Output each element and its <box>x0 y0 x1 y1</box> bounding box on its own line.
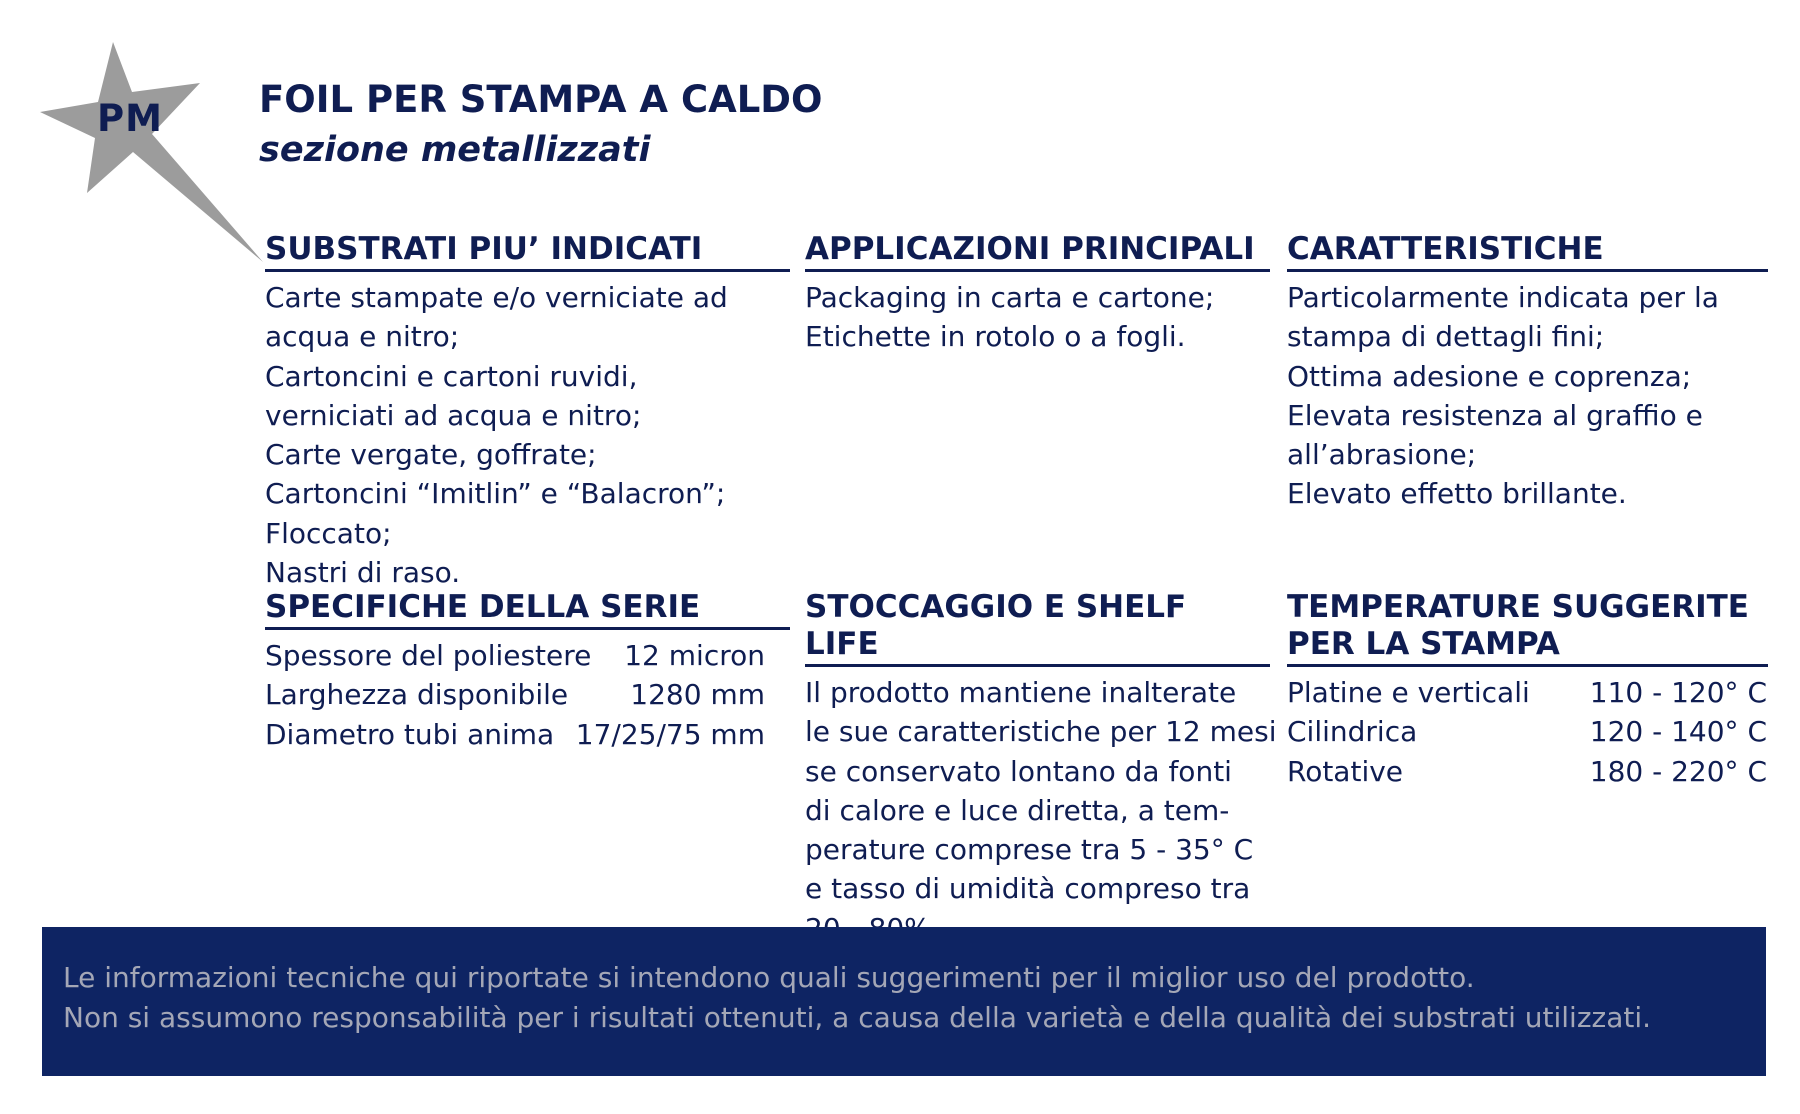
temperature-value: 120 - 140° C <box>1589 715 1767 749</box>
paragraph-line: di calore e luce diretta, a tem- <box>805 793 1230 827</box>
list-item: Floccato; <box>265 516 392 550</box>
list-item: Ottima adesione e coprenza; <box>1287 359 1692 393</box>
section-heading <box>1287 589 1768 667</box>
paragraph-line: le sue caratteristiche per 12 mesi <box>805 715 1277 749</box>
star-icon <box>40 42 270 267</box>
list-item: Elevata resistenza al graffio e <box>1287 398 1703 432</box>
spec-value: 17/25/75 mm <box>575 717 765 751</box>
list-item: Elevato effetto brillante. <box>1287 477 1627 511</box>
paragraph-line: Il prodotto mantiene inalterate <box>805 676 1237 709</box>
list-item: all’abrasione; <box>1287 438 1477 472</box>
spec-row <box>265 715 765 754</box>
spec-label: Larghezza disponibile <box>265 678 569 712</box>
list-item: Carte stampate e/o verniciate ad <box>265 281 728 314</box>
temperature-row <box>1287 712 1767 751</box>
spec-row <box>265 675 765 714</box>
spec-label: Diametro tubi anima <box>265 717 555 751</box>
temperature-value: 110 - 120° C <box>1589 676 1767 709</box>
temperature-label: Cilindrica <box>1287 715 1418 749</box>
list-item: Particolarmente indicata per la <box>1287 281 1719 314</box>
list-item: verniciati ad acqua e nitro; <box>265 398 642 432</box>
section-heading: SPECIFICHE DELLA SERIE <box>265 589 790 630</box>
list-item: stampa di dettagli fini; <box>1287 320 1605 354</box>
disclaimer-line: Non si assumono responsabilità per i risultati ottenuti, a causa della varietà e della qualità dei substrati utilizzati. <box>63 1000 1652 1034</box>
temperature-row <box>1287 673 1767 712</box>
section-heading: SUBSTRATI PIU’ INDICATI <box>265 231 790 272</box>
list-item: Carte vergate, goffrate; <box>265 438 597 472</box>
badge-label: PM <box>97 97 163 140</box>
list-item: Packaging in carta e cartone; <box>805 281 1215 314</box>
spec-value: 12 micron <box>624 639 765 672</box>
list-item: Cartoncini “Imitlin” e “Balacron”; <box>265 477 726 511</box>
paragraph-line: perature comprese tra 5 - 35° C <box>805 833 1254 867</box>
list-item: Etichette in rotolo o a fogli. <box>805 320 1186 354</box>
paragraph-line: e tasso di umidità compreso tra <box>805 872 1251 906</box>
section-specifiche <box>265 589 790 754</box>
section-temperature <box>1287 589 1768 791</box>
heading-line: TEMPERATURE SUGGERITE <box>1287 589 1749 625</box>
section-substrati <box>265 231 790 592</box>
spec-value: 1280 mm <box>630 678 765 712</box>
list-item: Cartoncini e cartoni ruvidi, <box>265 359 638 393</box>
list-item: Nastri di raso. <box>265 556 461 590</box>
section-caratteristiche <box>1287 231 1768 514</box>
section-heading: CARATTERISTICHE <box>1287 231 1768 272</box>
spec-label: Spessore del poliestere <box>265 639 592 672</box>
disclaimer-footer <box>42 927 1766 1076</box>
temperature-label: Rotative <box>1287 754 1404 788</box>
section-heading: STOCCAGGIO E SHELF LIFE <box>805 589 1270 667</box>
section-heading: APPLICAZIONI PRINCIPALI <box>805 231 1270 272</box>
page-subtitle: sezione metallizzati <box>259 130 651 170</box>
paragraph-line: se conservato lontano da fonti <box>805 754 1232 788</box>
temperature-value: 180 - 220° C <box>1589 754 1767 788</box>
section-applicazioni <box>805 231 1270 357</box>
spec-row <box>265 636 765 675</box>
heading-line: PER LA STAMPA <box>1287 626 1560 662</box>
temperature-label: Platine e verticali <box>1287 676 1530 709</box>
list-item: acqua e nitro; <box>265 320 460 354</box>
section-stoccaggio <box>805 589 1277 948</box>
page-title: FOIL PER STAMPA A CALDO <box>259 78 823 121</box>
star-logo <box>40 42 270 267</box>
disclaimer-line: Le informazioni tecniche qui riportate si intendono quali suggerimenti per il miglior uso del prodotto. <box>63 961 1475 994</box>
temperature-row <box>1287 752 1767 791</box>
